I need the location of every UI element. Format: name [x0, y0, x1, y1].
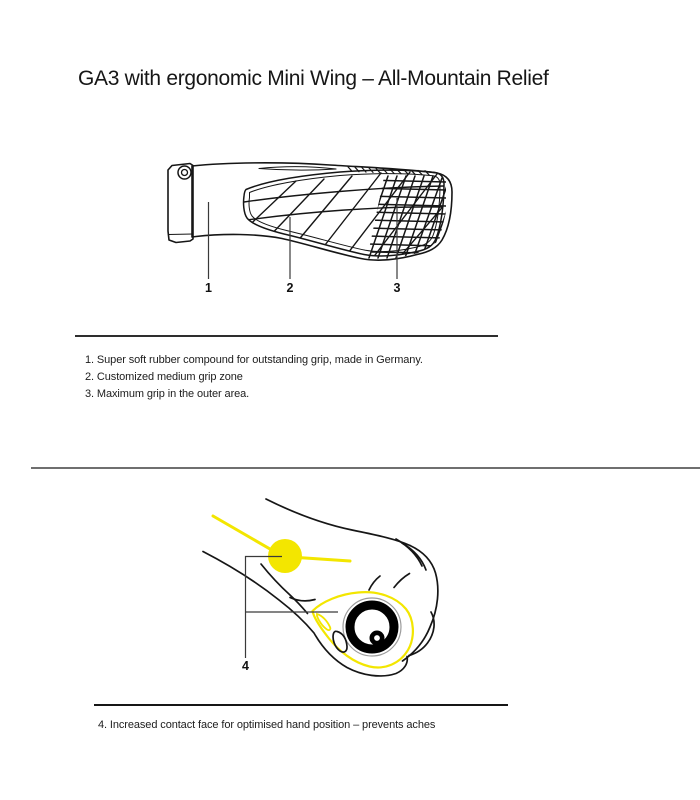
- clamp-bolt-icon: [178, 166, 191, 179]
- feature-item-3: 3. Maximum grip in the outer area.: [85, 388, 250, 400]
- caption-contact-face: 4. Increased contact face for optimised hand position – prevents aches: [98, 719, 436, 731]
- wing-tip-detail: [317, 614, 330, 630]
- divider-above-caption: [94, 704, 508, 706]
- callout-label-3: 3: [393, 281, 401, 295]
- callout-label-1: 1: [205, 281, 212, 295]
- clamp-bolt-inner: [182, 170, 188, 176]
- hand-grip-illustration: [195, 478, 485, 696]
- hand-outline: [203, 499, 438, 676]
- feature-item-1: 1. Super soft rubber compound for outstanding grip, made in Germany.: [85, 354, 423, 366]
- bar-axis-line: [213, 516, 350, 561]
- callout-label-4: 4: [242, 659, 249, 673]
- divider-above-feature-list: [75, 335, 498, 337]
- callout-line-4: [246, 557, 339, 659]
- section-divider: [31, 467, 700, 469]
- cable-circle: [372, 633, 382, 643]
- grip-clamp: [168, 164, 193, 243]
- clamp-collar-line: [169, 234, 194, 235]
- callout-label-2: 2: [286, 281, 294, 295]
- feature-list: [85, 352, 423, 403]
- top-edge-texture: [259, 167, 336, 171]
- feature-item-2: 2. Customized medium grip zone: [85, 371, 243, 383]
- page-title: GA3 with ergonomic Mini Wing – All-Mountain Relief: [78, 67, 549, 91]
- grip-illustration: [150, 140, 470, 305]
